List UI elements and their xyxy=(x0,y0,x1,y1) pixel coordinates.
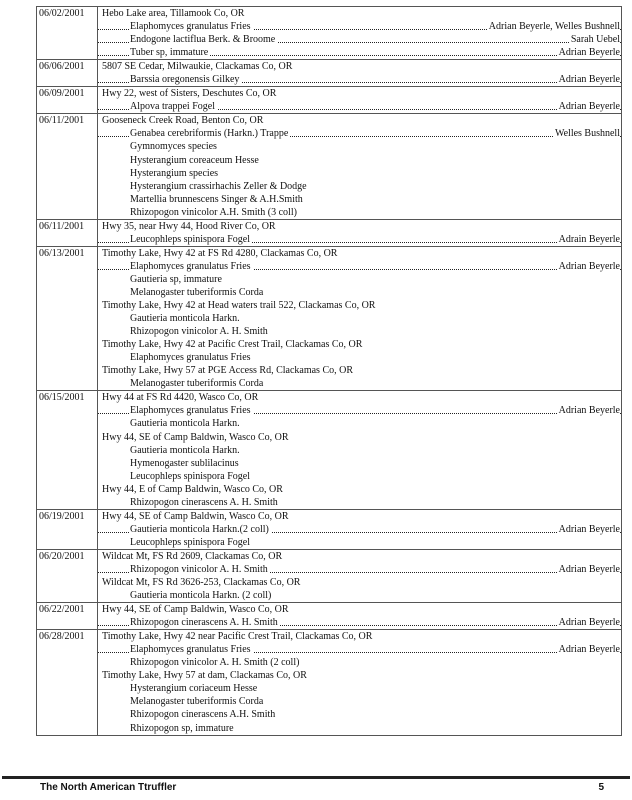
record-date: 06/11/2001 xyxy=(39,220,85,232)
species-line xyxy=(98,312,621,325)
species-name: Endogone lactiflua Berk. & Broome xyxy=(130,34,276,46)
species-line xyxy=(98,682,621,695)
species-name: Rhizopogon sp, immature xyxy=(130,722,234,734)
location-line xyxy=(98,391,621,404)
location-line xyxy=(98,550,621,563)
collector-name: Adrian Beyerle xyxy=(558,74,620,86)
species-line xyxy=(98,20,621,33)
location-line xyxy=(98,7,621,20)
record-date: 06/09/2001 xyxy=(39,88,85,100)
record-group xyxy=(37,246,621,391)
record-date: 06/20/2001 xyxy=(39,550,85,562)
species-line xyxy=(98,656,621,669)
species-line xyxy=(98,589,621,602)
species-line xyxy=(98,616,621,629)
species-line xyxy=(98,722,621,735)
record-entries xyxy=(98,550,621,602)
record-entries xyxy=(98,391,621,508)
species-line xyxy=(98,417,621,430)
species-name: Gautieria monticola Harkn.(2 coll) xyxy=(130,523,269,535)
species-line xyxy=(98,536,621,549)
species-name: Hysterangium coriaceum Hesse xyxy=(130,683,258,695)
location-line xyxy=(98,603,621,616)
footer-rule xyxy=(2,776,630,779)
species-name: Elaphomyces granulatus Fries xyxy=(130,352,251,364)
record-date: 06/13/2001 xyxy=(39,247,85,259)
species-line xyxy=(98,325,621,338)
species-name: Gautieria sp, immature xyxy=(130,273,222,285)
record-date: 06/02/2001 xyxy=(39,8,85,19)
collector-name: Adrian Beyerle xyxy=(558,260,620,272)
location-text: Timothy Lake, Hwy 57 at PGE Access Rd, Clackamas Co, OR xyxy=(102,365,354,377)
record-entries xyxy=(98,510,621,549)
species-name: Hysterangium species xyxy=(130,167,219,179)
species-name: Hysterangium coreaceum Hesse xyxy=(130,154,259,166)
species-name: Hymenogaster sublilacinus xyxy=(130,457,239,469)
species-line xyxy=(98,496,621,509)
species-line xyxy=(98,154,621,167)
species-name: Leucophleps spinispora Fogel xyxy=(130,470,250,482)
species-line xyxy=(98,457,621,470)
record-group xyxy=(37,549,621,602)
record-group xyxy=(37,219,621,246)
species-name: Genabea cerebriformis (Harkn.) Trappe xyxy=(130,128,289,140)
location-line xyxy=(98,114,621,127)
location-line xyxy=(98,87,621,100)
species-name: Rhizopogon vinicolor A. H. Smith (2 coll) xyxy=(130,657,300,669)
species-name: Rhizopogon cinerascens A. H. Smith xyxy=(130,617,278,629)
record-group xyxy=(37,629,621,734)
location-line xyxy=(98,299,621,312)
record-group xyxy=(37,59,621,86)
species-name: Gautieria monticola Harkn. xyxy=(130,418,240,430)
species-line xyxy=(98,273,621,286)
record-group xyxy=(37,602,621,629)
species-name: Hysterangium crassirhachis Zeller & Dodge xyxy=(130,180,307,192)
collector-name: Sarah Uebel xyxy=(570,34,620,46)
species-line xyxy=(98,73,621,86)
species-name: Elaphomyces granulatus Fries xyxy=(130,405,251,417)
location-text: Timothy Lake, Hwy 42 near Pacific Crest Trail, Clackamas Co, OR xyxy=(102,631,373,643)
species-name: Melanogaster tuberiformis Corda xyxy=(130,696,264,708)
species-name: Gautieria monticola Harkn. xyxy=(130,444,240,456)
location-text: Hwy 44 at FS Rd 4420, Wasco Co, OR xyxy=(102,392,259,404)
species-name: Alpova trappei Fogel xyxy=(130,101,215,113)
record-entries xyxy=(98,630,621,734)
location-text: Hwy 35, near Hwy 44, Hood River Co, OR xyxy=(102,220,276,232)
record-entries xyxy=(98,114,621,218)
location-line xyxy=(98,338,621,351)
footer-page-number: 5 xyxy=(598,782,604,793)
species-line xyxy=(98,100,621,113)
species-name: Tuber sp, immature xyxy=(130,47,209,59)
location-text: Hwy 44, SE of Camp Baldwin, Wasco Co, OR xyxy=(102,431,289,443)
species-line xyxy=(98,46,621,59)
species-line xyxy=(98,167,621,180)
species-line xyxy=(98,233,621,246)
record-group xyxy=(37,509,621,549)
location-text: Timothy Lake, Hwy 57 at dam, Clackamas Co, OR xyxy=(102,670,307,682)
record-date: 06/15/2001 xyxy=(39,392,85,404)
location-line xyxy=(98,364,621,377)
record-entries xyxy=(98,7,621,59)
location-line xyxy=(98,220,621,233)
location-text: 5807 SE Cedar, Milwaukie, Clackamas Co, OR xyxy=(102,61,293,73)
species-name: Gymnomyces species xyxy=(130,141,217,153)
species-line xyxy=(98,523,621,536)
location-line xyxy=(98,483,621,496)
species-name: Leucophleps spinispora Fogel xyxy=(130,233,250,245)
record-group xyxy=(37,113,621,218)
collector-name: Adrian Beyerle xyxy=(558,617,620,629)
species-name: Rhizopogon vinicolor A. H. Smith xyxy=(130,326,268,338)
species-name: Gautieria monticola Harkn. (2 coll) xyxy=(130,590,272,602)
location-text: Hwy 44, SE of Camp Baldwin, Wasco Co, OR xyxy=(102,510,289,522)
location-line xyxy=(98,669,621,682)
species-name: Elaphomyces granulatus Fries xyxy=(130,21,251,33)
species-line xyxy=(98,404,621,417)
record-entries xyxy=(98,603,621,629)
location-text: Timothy Lake, Hwy 42 at FS Rd 4280, Clackamas Co, OR xyxy=(102,247,338,259)
species-line xyxy=(98,695,621,708)
species-name: Leucophleps spinispora Fogel xyxy=(130,536,250,548)
species-name: Rhizopogon cinerascens A. H. Smith xyxy=(130,496,278,508)
collector-name: Adrian Beyerle xyxy=(558,563,620,575)
species-name: Melanogaster tuberiformis Corda xyxy=(130,286,264,298)
species-name: Gautieria monticola Harkn. xyxy=(130,313,240,325)
species-line xyxy=(98,127,621,140)
species-name: Melanogaster tuberiformis Corda xyxy=(130,378,264,390)
species-name: Elaphomyces granulatus Fries xyxy=(130,260,251,272)
species-name: Martellia brunnescens Singer & A.H.Smith xyxy=(130,193,303,205)
record-entries xyxy=(98,60,621,86)
species-line xyxy=(98,563,621,576)
collector-name: Adrian Beyerle xyxy=(558,47,620,59)
species-line xyxy=(98,206,621,219)
location-line xyxy=(98,60,621,73)
record-group xyxy=(37,86,621,113)
species-line xyxy=(98,351,621,364)
record-date: 06/19/2001 xyxy=(39,510,85,522)
species-line xyxy=(98,470,621,483)
record-date: 06/06/2001 xyxy=(39,61,85,73)
location-text: Hwy 44, E of Camp Baldwin, Wasco Co, OR xyxy=(102,483,283,495)
record-date: 06/28/2001 xyxy=(39,631,85,643)
species-line xyxy=(98,260,621,273)
record-entries xyxy=(98,247,621,391)
collector-name: Adrian Beyerle xyxy=(558,644,620,656)
record-entries xyxy=(98,87,621,113)
species-line xyxy=(98,140,621,153)
species-line xyxy=(98,193,621,206)
collector-name: Adrian Beyerle, Welles Bushnell xyxy=(488,21,620,33)
location-text: Wildcat Mt, FS Rd 2609, Clackamas Co, OR xyxy=(102,550,283,562)
species-line xyxy=(98,33,621,46)
species-line xyxy=(98,444,621,457)
location-text: Timothy Lake, Hwy 42 at Pacific Crest Trail, Clackamas Co, OR xyxy=(102,339,363,351)
location-line xyxy=(98,247,621,260)
collection-records-table xyxy=(36,6,622,736)
species-name: Elaphomyces granulatus Fries xyxy=(130,644,251,656)
record-group xyxy=(37,390,621,508)
location-line xyxy=(98,630,621,643)
species-line xyxy=(98,377,621,390)
collector-name: Adrian Beyerle xyxy=(558,405,620,417)
collector-name: Adrain Beyerle xyxy=(558,233,620,245)
species-line xyxy=(98,180,621,193)
species-line xyxy=(98,708,621,721)
record-entries xyxy=(98,220,621,246)
collector-name: Welles Bushnell xyxy=(554,128,620,140)
footer-publication-name: The North American Ttruffler xyxy=(40,782,177,793)
record-date: 06/11/2001 xyxy=(39,115,85,127)
species-name: Rhizopogon vinicolor A.H. Smith (3 coll) xyxy=(130,206,297,218)
collector-name: Adrian Beyerle xyxy=(558,101,620,113)
location-text: Hwy 44, SE of Camp Baldwin, Wasco Co, OR xyxy=(102,604,289,616)
location-line xyxy=(98,576,621,589)
record-group xyxy=(37,6,621,59)
species-name: Rhizopogon cinerascens A.H. Smith xyxy=(130,709,276,721)
location-text: Wildcat Mt, FS Rd 3626-253, Clackamas Co, OR xyxy=(102,577,301,589)
location-text: Hwy 22, west of Sisters, Deschutes Co, OR xyxy=(102,88,277,100)
species-line xyxy=(98,286,621,299)
location-text: Timothy Lake, Hwy 42 at Head waters trail 522, Clackamas Co, OR xyxy=(102,300,376,312)
location-line xyxy=(98,510,621,523)
species-line xyxy=(98,643,621,656)
record-date: 06/22/2001 xyxy=(39,604,85,616)
location-line xyxy=(98,431,621,444)
collector-name: Adrian Beyerle xyxy=(558,523,620,535)
location-text: Hebo Lake area, Tillamook Co, OR xyxy=(102,8,245,19)
species-name: Barssia oregonensis Gilkey xyxy=(130,74,240,86)
location-text: Gooseneck Creek Road, Benton Co, OR xyxy=(102,115,264,127)
species-name: Rhizopogon vinicolor A. H. Smith xyxy=(130,563,268,575)
